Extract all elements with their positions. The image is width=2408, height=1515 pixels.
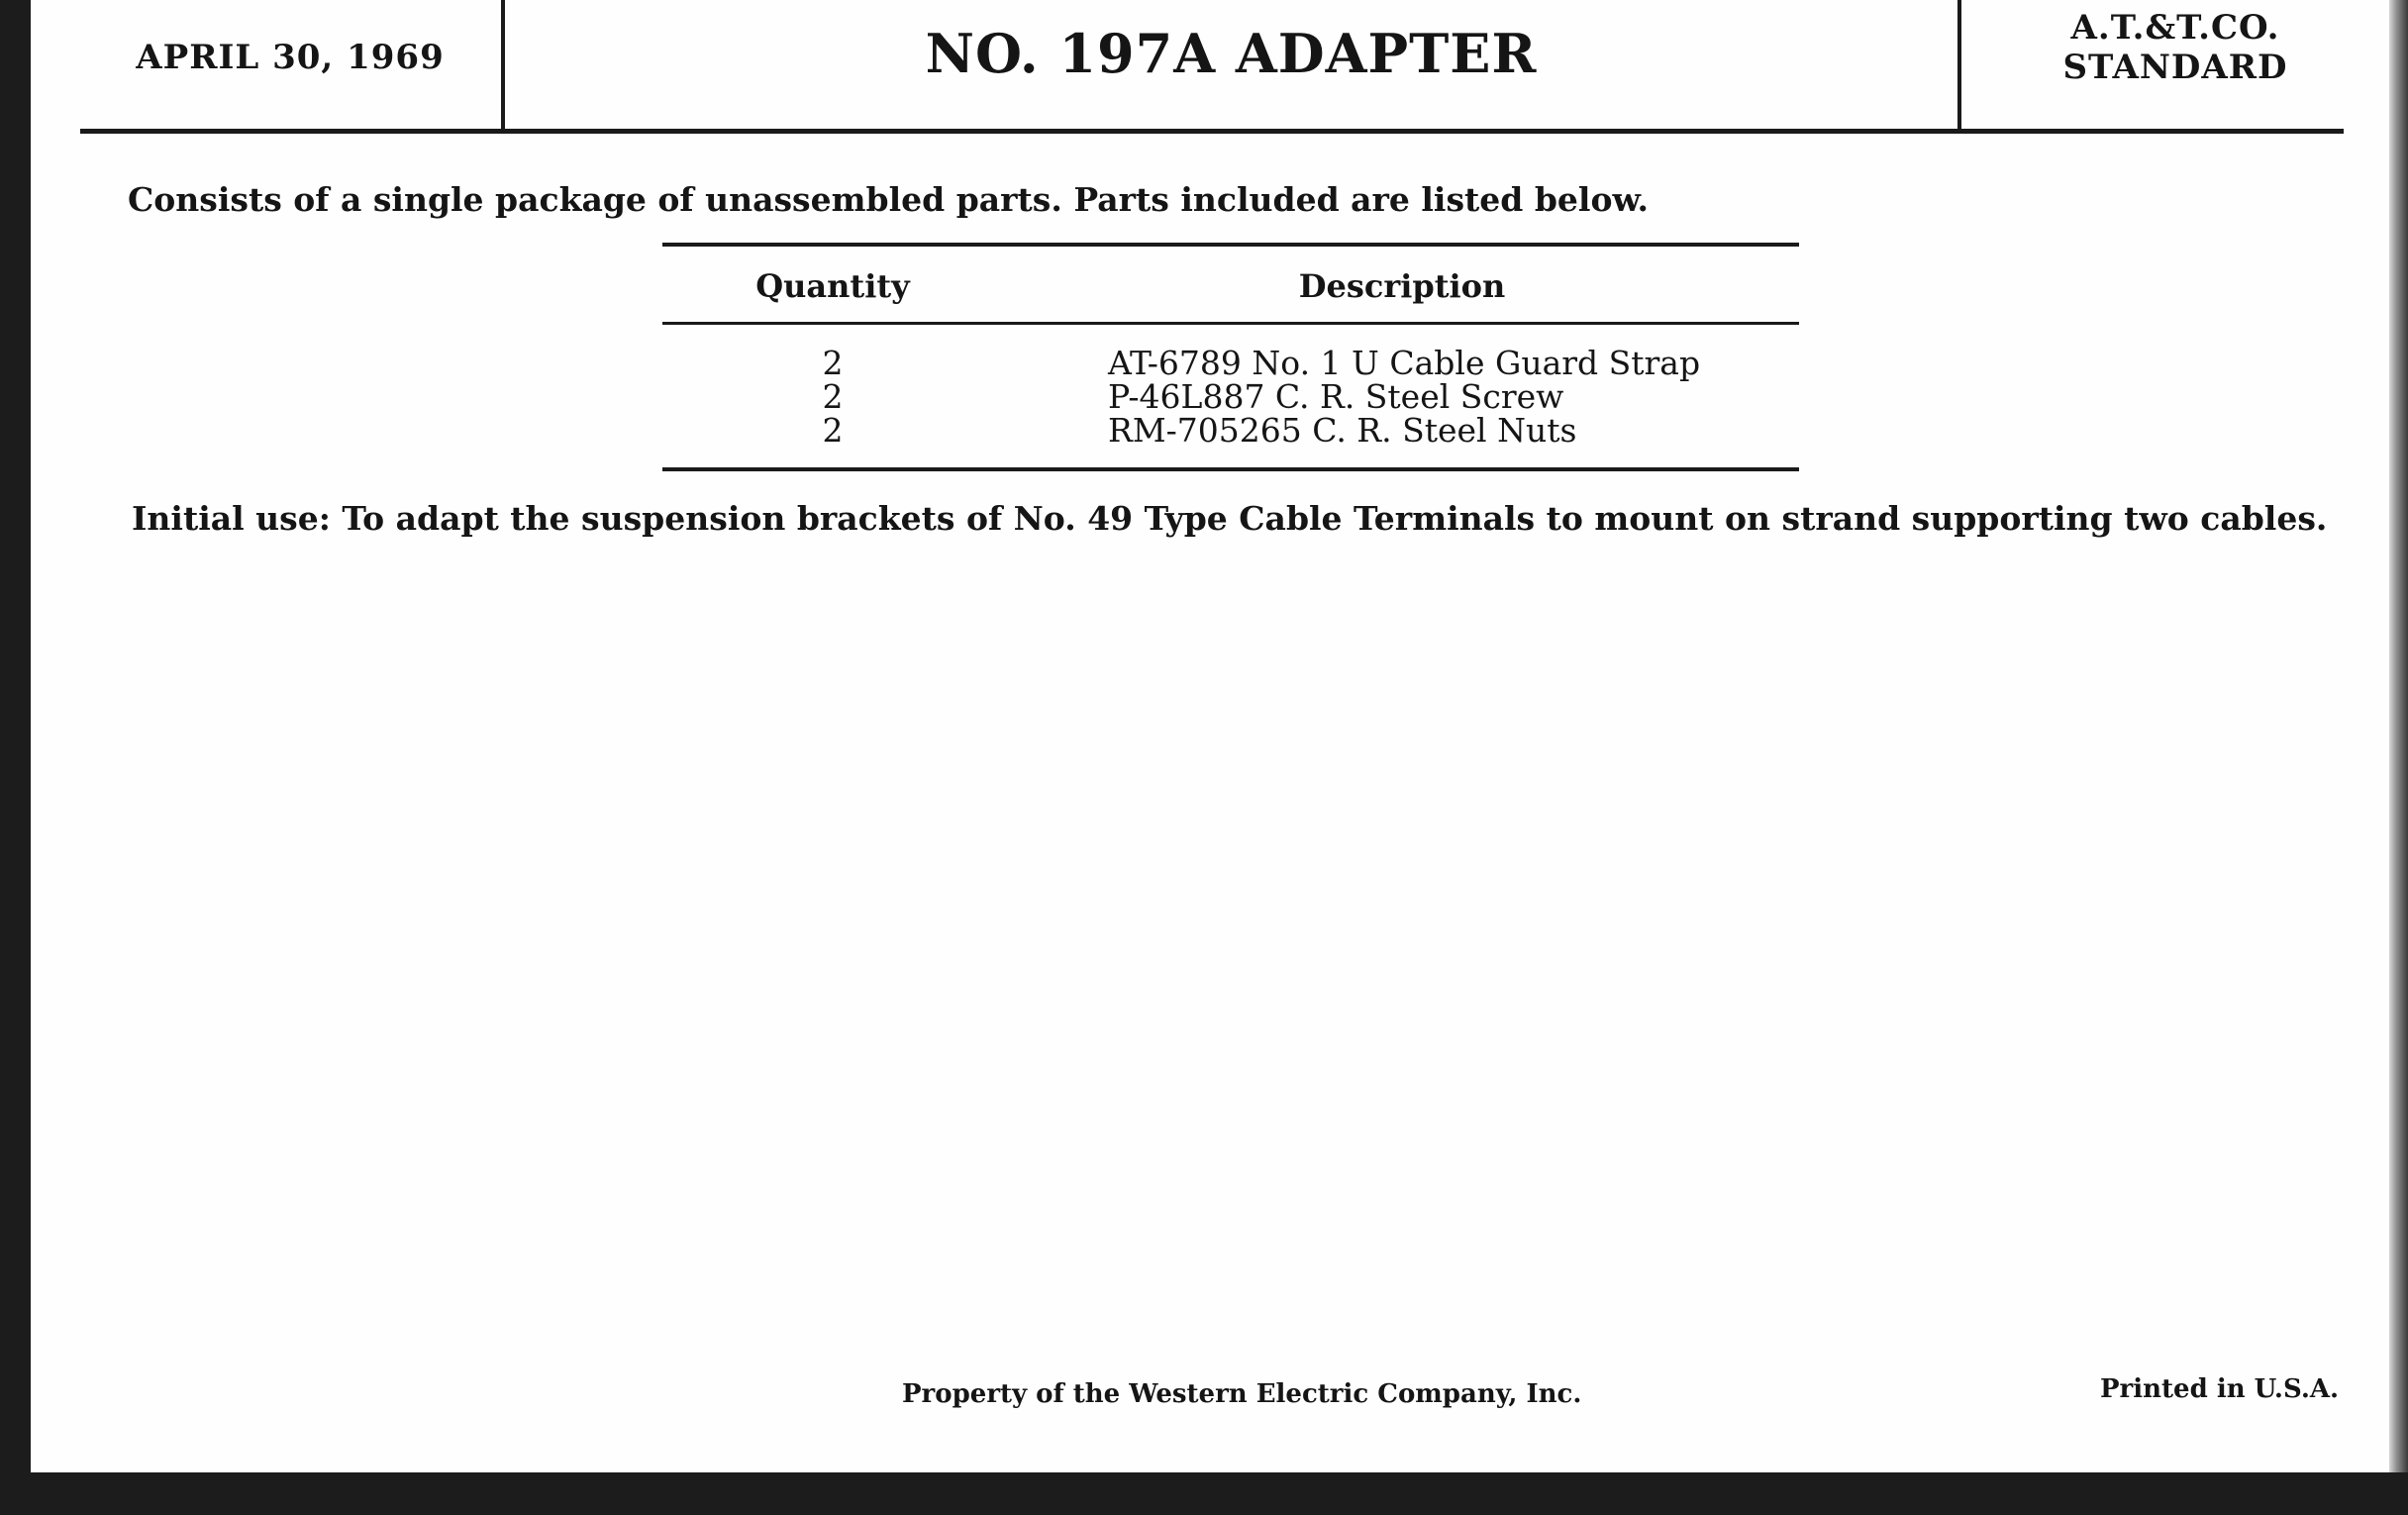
- document-title: NO. 197A ADAPTER: [925, 22, 1538, 85]
- page-edge-shadow: [2389, 0, 2408, 1472]
- table-header-rule: [662, 322, 1799, 325]
- table-row-description: RM-705265 C. R. Steel Nuts: [1108, 411, 1577, 450]
- table-row-quantity: 2: [822, 344, 844, 382]
- intro-text: Consists of a single package of unassembled parts. Parts included are listed below.: [128, 180, 1650, 219]
- footer-printed-notice: Printed in U.S.A.: [2100, 1374, 2340, 1404]
- header-rule: [80, 129, 2344, 134]
- standard-label: [1961, 8, 2389, 87]
- standard-line-2: STANDARD: [2062, 48, 2288, 87]
- document-page: [31, 0, 2408, 1472]
- initial-use-text: Initial use: To adapt the suspension brackets of No. 49 Type Cable Terminals to mount on strand supporting two cables.: [132, 499, 2328, 538]
- table-row-description: P-46L887 C. R. Steel Screw: [1108, 377, 1564, 416]
- description-column-header: Description: [1298, 267, 1506, 305]
- footer-property-notice: Property of the Western Electric Company, Inc.: [902, 1379, 1582, 1409]
- table-row-description: AT-6789 No. 1 U Cable Guard Strap: [1108, 344, 1701, 382]
- standard-line-1: A.T.&T.CO.: [2070, 8, 2280, 48]
- table-top-rule: [662, 243, 1799, 247]
- table-row-quantity: 2: [822, 377, 844, 416]
- header-date: APRIL 30, 1969: [136, 38, 445, 77]
- table-row-quantity: 2: [822, 411, 844, 450]
- table-bottom-rule: [662, 467, 1799, 471]
- quantity-column-header: Quantity: [755, 267, 910, 305]
